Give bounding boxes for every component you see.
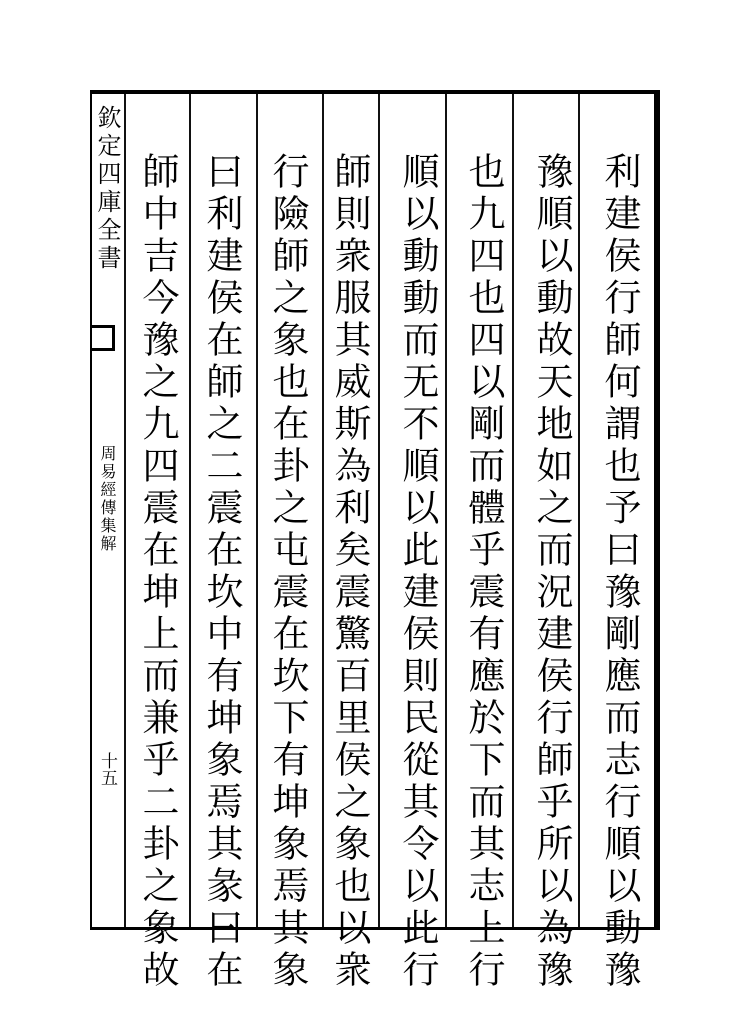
fishtail-mark bbox=[90, 325, 115, 351]
text-column-5: 師則衆服其威斯為利矣震驚百里侯之象也以衆 bbox=[328, 152, 371, 992]
text-column-3: 也九四也四以剛而體乎震有應於下而其志上行 bbox=[462, 152, 505, 992]
margin-collection-title: 欽定四庫全書 bbox=[93, 105, 121, 273]
text-column-4: 順以動動而无不順以此建侯則民從其令以此行 bbox=[396, 152, 439, 992]
text-column-8: 師中吉今豫之九四震在坤上而兼乎二卦之象故 bbox=[136, 152, 179, 992]
margin-book-title: 周易經傳集解 bbox=[98, 445, 117, 553]
text-column-6: 行險師之象也在卦之屯震在坎下有坤象焉其象 bbox=[266, 152, 309, 992]
text-column-1: 利建侯行師何謂也予曰豫剛應而志行順以動豫 bbox=[598, 152, 641, 992]
text-column-7: 曰利建侯在師之二震在坎中有坤象焉其彖曰在 bbox=[200, 152, 243, 992]
margin-page-number: 十五 bbox=[97, 752, 117, 786]
frame-top-border bbox=[90, 90, 660, 94]
frame-right-border bbox=[654, 90, 660, 930]
book-page bbox=[90, 90, 660, 992]
text-column-2: 豫順以動故天地如之而況建侯行師乎所以為豫 bbox=[530, 152, 573, 992]
